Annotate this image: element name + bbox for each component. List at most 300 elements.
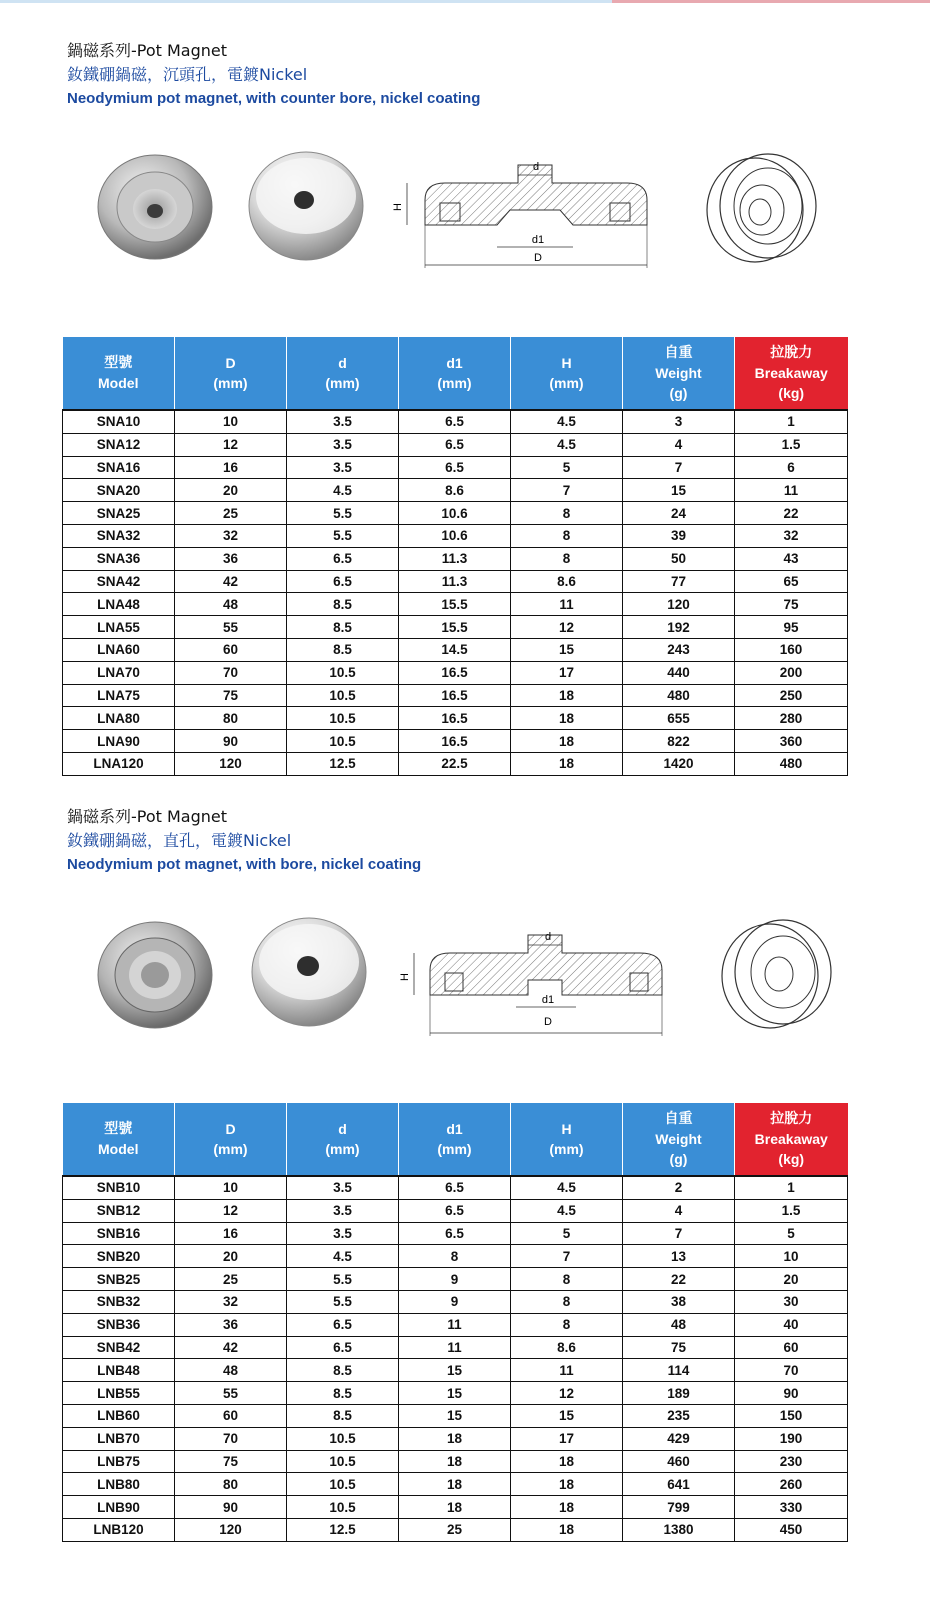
column-header (175, 1103, 287, 1176)
table-row (63, 707, 848, 730)
value-cell: 38 (623, 1290, 735, 1313)
column-header-en: d (338, 355, 347, 371)
value-cell: 243 (623, 638, 735, 661)
value-cell: 18 (511, 1450, 623, 1473)
table-row (63, 752, 848, 775)
model-cell: SNB12 (63, 1199, 175, 1222)
value-cell: 43 (735, 547, 848, 570)
value-cell: 8 (511, 1313, 623, 1336)
value-cell: 8.5 (287, 1382, 399, 1405)
table-row (63, 1518, 848, 1541)
label-d1: d1 (531, 234, 545, 246)
column-header-en: H (561, 355, 572, 371)
value-cell: 75 (175, 1450, 287, 1473)
value-cell: 1.5 (735, 433, 848, 456)
value-cell: 8 (511, 502, 623, 525)
value-cell: 480 (735, 752, 848, 775)
value-cell: 11 (511, 1359, 623, 1382)
section-subtitle-cn: 釹鐵硼鍋磁，直孔，電鍍Nickel (67, 831, 292, 850)
table-row (63, 524, 848, 547)
model-cell: SNA32 (63, 524, 175, 547)
value-cell: 10.5 (287, 1496, 399, 1519)
model-cell: SNB42 (63, 1336, 175, 1359)
value-cell: 150 (735, 1404, 848, 1427)
column-header (399, 337, 511, 410)
value-cell: 9 (399, 1290, 511, 1313)
value-cell: 10.5 (287, 1450, 399, 1473)
column-header-unit: (mm) (213, 375, 248, 391)
column-header-en: Model (98, 375, 139, 391)
value-cell: 40 (735, 1313, 848, 1336)
value-cell: 18 (399, 1473, 511, 1496)
column-header (735, 1103, 848, 1176)
value-cell: 1 (735, 410, 848, 433)
value-cell: 18 (511, 684, 623, 707)
value-cell: 360 (735, 730, 848, 753)
value-cell: 48 (175, 593, 287, 616)
table-row (63, 1427, 848, 1450)
value-cell: 90 (735, 1382, 848, 1405)
value-cell: 18 (511, 1496, 623, 1519)
table-row (63, 730, 848, 753)
value-cell: 189 (623, 1382, 735, 1405)
label-d: d (532, 161, 540, 173)
value-cell: 641 (623, 1473, 735, 1496)
model-cell: SNA25 (63, 502, 175, 525)
value-cell: 12.5 (287, 752, 399, 775)
value-cell: 18 (399, 1450, 511, 1473)
value-cell: 4.5 (511, 1176, 623, 1199)
model-cell: LNB75 (63, 1450, 175, 1473)
value-cell: 24 (623, 502, 735, 525)
table-row (63, 1245, 848, 1268)
model-cell: LNB80 (63, 1473, 175, 1496)
value-cell: 5 (511, 456, 623, 479)
column-header (623, 1103, 735, 1176)
table-row (63, 1496, 848, 1519)
value-cell: 4.5 (511, 1199, 623, 1222)
value-cell: 8 (511, 524, 623, 547)
value-cell: 5.5 (287, 502, 399, 525)
value-cell: 3.5 (287, 1199, 399, 1222)
value-cell: 15 (511, 1404, 623, 1427)
value-cell: 114 (623, 1359, 735, 1382)
model-cell: LNB120 (63, 1518, 175, 1541)
value-cell: 200 (735, 661, 848, 684)
value-cell: 6.5 (399, 1222, 511, 1245)
column-header-cn: 拉脫力 (770, 1111, 813, 1127)
column-header-unit: (g) (669, 385, 688, 401)
value-cell: 4.5 (511, 433, 623, 456)
model-cell: LNA90 (63, 730, 175, 753)
value-cell: 8.6 (399, 479, 511, 502)
value-cell: 120 (623, 593, 735, 616)
value-cell: 8.5 (287, 1359, 399, 1382)
value-cell: 1 (735, 1176, 848, 1199)
table-row (63, 456, 848, 479)
value-cell: 18 (511, 1473, 623, 1496)
table-row (63, 1336, 848, 1359)
value-cell: 12 (511, 1382, 623, 1405)
model-cell: LNA60 (63, 638, 175, 661)
label-H: H (399, 973, 411, 981)
column-header-en: d1 (446, 1121, 463, 1137)
section-subtitle-cn: 釹鐵硼鍋磁，沉頭孔，電鍍Nickel (67, 65, 308, 84)
value-cell: 90 (175, 1496, 287, 1519)
value-cell: 15 (399, 1382, 511, 1405)
column-header (63, 1103, 175, 1176)
value-cell: 70 (175, 661, 287, 684)
value-cell: 260 (735, 1473, 848, 1496)
value-cell: 39 (623, 524, 735, 547)
value-cell: 10 (175, 1176, 287, 1199)
model-cell: LNA80 (63, 707, 175, 730)
value-cell: 32 (175, 1290, 287, 1313)
value-cell: 15 (511, 638, 623, 661)
value-cell: 5.5 (287, 524, 399, 547)
column-header-unit: (mm) (325, 1141, 360, 1157)
value-cell: 36 (175, 1313, 287, 1336)
value-cell: 15.5 (399, 616, 511, 639)
value-cell: 17 (511, 661, 623, 684)
value-cell: 190 (735, 1427, 848, 1450)
magnet-photo-back (250, 916, 368, 1028)
value-cell: 32 (735, 524, 848, 547)
label-H: H (392, 203, 404, 211)
value-cell: 2 (623, 1176, 735, 1199)
value-cell: 440 (623, 661, 735, 684)
value-cell: 10.5 (287, 661, 399, 684)
column-header-unit: (mm) (437, 1141, 472, 1157)
value-cell: 3.5 (287, 433, 399, 456)
model-cell: SNB16 (63, 1222, 175, 1245)
value-cell: 77 (623, 570, 735, 593)
table-row (63, 547, 848, 570)
table-row (63, 1290, 848, 1313)
column-header-unit: (kg) (778, 1151, 805, 1167)
value-cell: 3.5 (287, 1222, 399, 1245)
table-row (63, 433, 848, 456)
value-cell: 75 (623, 1336, 735, 1359)
value-cell: 42 (175, 1336, 287, 1359)
value-cell: 70 (735, 1359, 848, 1382)
value-cell: 6.5 (399, 1176, 511, 1199)
model-cell: SNA36 (63, 547, 175, 570)
table-row (63, 1222, 848, 1245)
value-cell: 120 (175, 752, 287, 775)
model-cell: SNB36 (63, 1313, 175, 1336)
value-cell: 18 (511, 752, 623, 775)
column-header (511, 337, 623, 410)
model-cell: LNB90 (63, 1496, 175, 1519)
value-cell: 60 (175, 638, 287, 661)
cross-section-drawing (400, 925, 675, 1040)
value-cell: 16 (175, 456, 287, 479)
model-cell: SNA12 (63, 433, 175, 456)
value-cell: 25 (399, 1518, 511, 1541)
value-cell: 22 (623, 1268, 735, 1291)
value-cell: 8 (511, 1268, 623, 1291)
table-row (63, 1404, 848, 1427)
column-header-unit: (g) (669, 1151, 688, 1167)
column-header-en: Breakaway (754, 1131, 828, 1147)
perspective-drawing (700, 152, 820, 262)
value-cell: 70 (175, 1427, 287, 1450)
value-cell: 330 (735, 1496, 848, 1519)
model-cell: LNB48 (63, 1359, 175, 1382)
value-cell: 95 (735, 616, 848, 639)
value-cell: 3.5 (287, 410, 399, 433)
top-accent-red (612, 0, 930, 3)
value-cell: 12 (511, 616, 623, 639)
value-cell: 18 (511, 707, 623, 730)
value-cell: 18 (511, 1518, 623, 1541)
value-cell: 14.5 (399, 638, 511, 661)
section-title-cn: 鍋磁系列-Pot Magnet (67, 41, 228, 60)
value-cell: 48 (175, 1359, 287, 1382)
value-cell: 60 (735, 1336, 848, 1359)
column-header (175, 337, 287, 410)
value-cell: 480 (623, 684, 735, 707)
value-cell: 460 (623, 1450, 735, 1473)
table-row (63, 1199, 848, 1222)
value-cell: 16.5 (399, 730, 511, 753)
table-header-row (63, 337, 848, 410)
value-cell: 5 (511, 1222, 623, 1245)
table-row (63, 1382, 848, 1405)
column-header-cn: 拉脫力 (770, 345, 813, 361)
value-cell: 6.5 (399, 1199, 511, 1222)
table-row (63, 570, 848, 593)
table-row (63, 1176, 848, 1199)
value-cell: 50 (623, 547, 735, 570)
value-cell: 6.5 (287, 547, 399, 570)
value-cell: 65 (735, 570, 848, 593)
value-cell: 8.5 (287, 1404, 399, 1427)
column-header (623, 337, 735, 410)
value-cell: 12.5 (287, 1518, 399, 1541)
value-cell: 8 (511, 547, 623, 570)
table-row (63, 661, 848, 684)
column-header-unit: (mm) (549, 1141, 584, 1157)
value-cell: 10.5 (287, 684, 399, 707)
table-row (63, 479, 848, 502)
value-cell: 6.5 (399, 433, 511, 456)
value-cell: 11.3 (399, 570, 511, 593)
label-D: D (544, 1016, 552, 1028)
value-cell: 11.3 (399, 547, 511, 570)
value-cell: 280 (735, 707, 848, 730)
value-cell: 90 (175, 730, 287, 753)
section-title-en: Neodymium pot magnet, with bore, nickel coating (67, 856, 422, 873)
value-cell: 25 (175, 1268, 287, 1291)
value-cell: 120 (175, 1518, 287, 1541)
column-header (735, 337, 848, 410)
value-cell: 11 (399, 1336, 511, 1359)
value-cell: 8.6 (511, 1336, 623, 1359)
value-cell: 11 (511, 593, 623, 616)
magnet-photo-counterbore (96, 153, 214, 261)
column-header-cn: 型號 (104, 1121, 133, 1137)
value-cell: 18 (399, 1496, 511, 1519)
value-cell: 235 (623, 1404, 735, 1427)
value-cell: 6 (735, 456, 848, 479)
value-cell: 8 (399, 1245, 511, 1268)
value-cell: 25 (175, 502, 287, 525)
column-header (287, 337, 399, 410)
model-cell: LNA75 (63, 684, 175, 707)
model-cell: LNB70 (63, 1427, 175, 1450)
value-cell: 17 (511, 1427, 623, 1450)
column-header (399, 1103, 511, 1176)
table-row (63, 593, 848, 616)
section-title-cn: 鍋磁系列-Pot Magnet (67, 807, 228, 826)
value-cell: 4 (623, 1199, 735, 1222)
section-title-en: Neodymium pot magnet, with counter bore, nickel coating (67, 90, 481, 107)
label-d: d (544, 931, 552, 943)
value-cell: 450 (735, 1518, 848, 1541)
value-cell: 20 (175, 1245, 287, 1268)
value-cell: 75 (735, 593, 848, 616)
value-cell: 16.5 (399, 707, 511, 730)
value-cell: 11 (735, 479, 848, 502)
model-cell: SNA42 (63, 570, 175, 593)
spec-table-counter-bore (62, 337, 848, 776)
spec-table-straight-bore (62, 1103, 848, 1542)
value-cell: 8.5 (287, 638, 399, 661)
value-cell: 55 (175, 1382, 287, 1405)
value-cell: 7 (511, 479, 623, 502)
column-header (63, 337, 175, 410)
value-cell: 15 (623, 479, 735, 502)
value-cell: 22 (735, 502, 848, 525)
value-cell: 30 (735, 1290, 848, 1313)
column-header-en: H (561, 1121, 572, 1137)
value-cell: 6.5 (287, 570, 399, 593)
value-cell: 6.5 (399, 456, 511, 479)
value-cell: 80 (175, 707, 287, 730)
value-cell: 7 (623, 1222, 735, 1245)
value-cell: 4 (623, 433, 735, 456)
value-cell: 160 (735, 638, 848, 661)
model-cell: LNA55 (63, 616, 175, 639)
value-cell: 15 (399, 1359, 511, 1382)
value-cell: 42 (175, 570, 287, 593)
value-cell: 799 (623, 1496, 735, 1519)
column-header-unit: (mm) (325, 375, 360, 391)
column-header-en: d (338, 1121, 347, 1137)
value-cell: 5 (735, 1222, 848, 1245)
model-cell: SNB25 (63, 1268, 175, 1291)
model-cell: LNA120 (63, 752, 175, 775)
value-cell: 10 (175, 410, 287, 433)
table-row (63, 1359, 848, 1382)
value-cell: 4.5 (511, 410, 623, 433)
value-cell: 48 (623, 1313, 735, 1336)
value-cell: 10.5 (287, 1473, 399, 1496)
value-cell: 10.6 (399, 502, 511, 525)
value-cell: 55 (175, 616, 287, 639)
column-header-unit: (mm) (213, 1141, 248, 1157)
value-cell: 8.5 (287, 593, 399, 616)
value-cell: 18 (399, 1427, 511, 1450)
value-cell: 1380 (623, 1518, 735, 1541)
column-header-en: Breakaway (754, 365, 828, 381)
column-header-cn: 自重 (664, 345, 693, 361)
model-cell: SNA10 (63, 410, 175, 433)
value-cell: 250 (735, 684, 848, 707)
value-cell: 6.5 (287, 1313, 399, 1336)
column-header-cn: 自重 (664, 1111, 693, 1127)
value-cell: 22.5 (399, 752, 511, 775)
value-cell: 12 (175, 1199, 287, 1222)
model-cell: SNB20 (63, 1245, 175, 1268)
value-cell: 429 (623, 1427, 735, 1450)
value-cell: 8 (511, 1290, 623, 1313)
value-cell: 230 (735, 1450, 848, 1473)
column-header-en: Weight (655, 365, 702, 381)
table-row (63, 502, 848, 525)
value-cell: 9 (399, 1268, 511, 1291)
value-cell: 4.5 (287, 479, 399, 502)
table-row (63, 684, 848, 707)
table-header-row (63, 1103, 848, 1176)
label-d1: d1 (541, 994, 555, 1006)
table-row (63, 1450, 848, 1473)
value-cell: 10.5 (287, 707, 399, 730)
value-cell: 15.5 (399, 593, 511, 616)
column-header-unit: (kg) (778, 385, 805, 401)
value-cell: 11 (399, 1313, 511, 1336)
value-cell: 822 (623, 730, 735, 753)
value-cell: 5.5 (287, 1290, 399, 1313)
model-cell: LNA70 (63, 661, 175, 684)
value-cell: 80 (175, 1473, 287, 1496)
value-cell: 192 (623, 616, 735, 639)
value-cell: 13 (623, 1245, 735, 1268)
label-D: D (534, 252, 542, 264)
perspective-drawing (715, 918, 835, 1028)
value-cell: 1420 (623, 752, 735, 775)
table-row (63, 616, 848, 639)
column-header-unit: (mm) (549, 375, 584, 391)
value-cell: 8.6 (511, 570, 623, 593)
value-cell: 16.5 (399, 684, 511, 707)
value-cell: 60 (175, 1404, 287, 1427)
column-header-en: D (225, 1121, 236, 1137)
column-header-cn: 型號 (104, 355, 133, 371)
column-header-en: Model (98, 1141, 139, 1157)
value-cell: 6.5 (399, 410, 511, 433)
model-cell: LNA48 (63, 593, 175, 616)
column-header-en: Weight (655, 1131, 702, 1147)
value-cell: 12 (175, 433, 287, 456)
value-cell: 16.5 (399, 661, 511, 684)
table-row (63, 1313, 848, 1336)
value-cell: 36 (175, 547, 287, 570)
column-header (511, 1103, 623, 1176)
value-cell: 655 (623, 707, 735, 730)
magnet-photo-back (247, 150, 365, 262)
value-cell: 18 (511, 730, 623, 753)
magnet-photo-straight-bore (96, 920, 214, 1030)
value-cell: 8.5 (287, 616, 399, 639)
model-cell: SNB32 (63, 1290, 175, 1313)
value-cell: 20 (175, 479, 287, 502)
value-cell: 6.5 (287, 1336, 399, 1359)
value-cell: 10 (735, 1245, 848, 1268)
value-cell: 4.5 (287, 1245, 399, 1268)
